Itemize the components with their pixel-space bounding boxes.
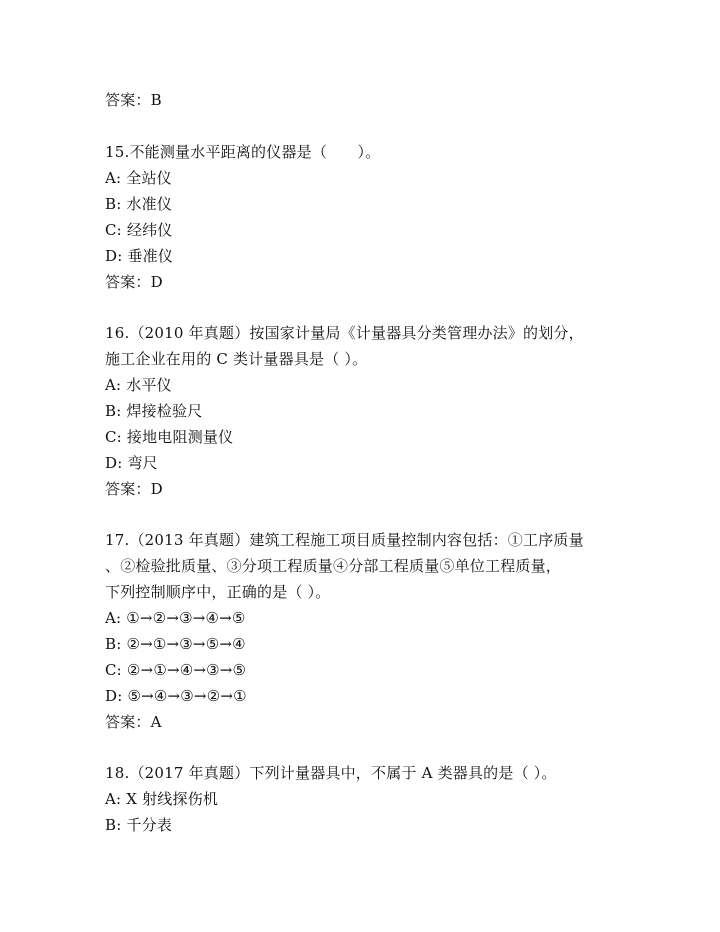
option-d: D: 垂准仪 [105, 247, 174, 265]
answer: 答案：D [105, 480, 163, 498]
question-stem-line-1: 17.（2013 年真题）建筑工程施工项目质量控制内容包括：①工序质量 [105, 531, 584, 549]
previous-answer: 答案：B [105, 91, 162, 109]
option-c: C: ②→①→④→③→⑤ [105, 661, 247, 679]
option-d: D: 弯尺 [105, 454, 158, 472]
question-stem-line-2: 、②检验批质量、③分项工程质量④分部工程质量⑤单位工程质量， [105, 557, 562, 575]
answer: 答案：A [105, 713, 162, 731]
option-b: B: 水准仪 [105, 195, 173, 213]
question-stem-line-1: 16.（2010 年真题）按国家计量局《计量器具分类管理办法》的划分， [105, 324, 584, 342]
option-b: B: 千分表 [105, 816, 173, 834]
question-stem: 15.不能测量水平距离的仪器是（ ）。 [105, 143, 381, 161]
question-stem: 18.（2017 年真题）下列计量器具中，不属于 A 类器具的是（ ）。 [105, 764, 557, 782]
option-b: B: ②→①→③→⑤→④ [105, 635, 246, 653]
option-d: D: ⑤→④→③→②→① [105, 687, 247, 705]
option-c: C: 接地电阻测量仪 [105, 428, 234, 446]
answer: 答案：D [105, 273, 163, 291]
question-stem-line-3: 下列控制顺序中，正确的是（ ）。 [105, 583, 331, 601]
option-a: A: X 射线探伤机 [105, 790, 219, 808]
question-stem-line-2: 施工企业在用的 C 类计量器具是（ ）。 [105, 350, 368, 368]
option-a: A: ①→②→③→④→⑤ [105, 609, 246, 627]
option-a: A: 全站仪 [105, 169, 172, 187]
option-b: B: 焊接检验尺 [105, 402, 203, 420]
option-c: C: 经纬仪 [105, 221, 173, 239]
option-a: A: 水平仪 [105, 376, 172, 394]
